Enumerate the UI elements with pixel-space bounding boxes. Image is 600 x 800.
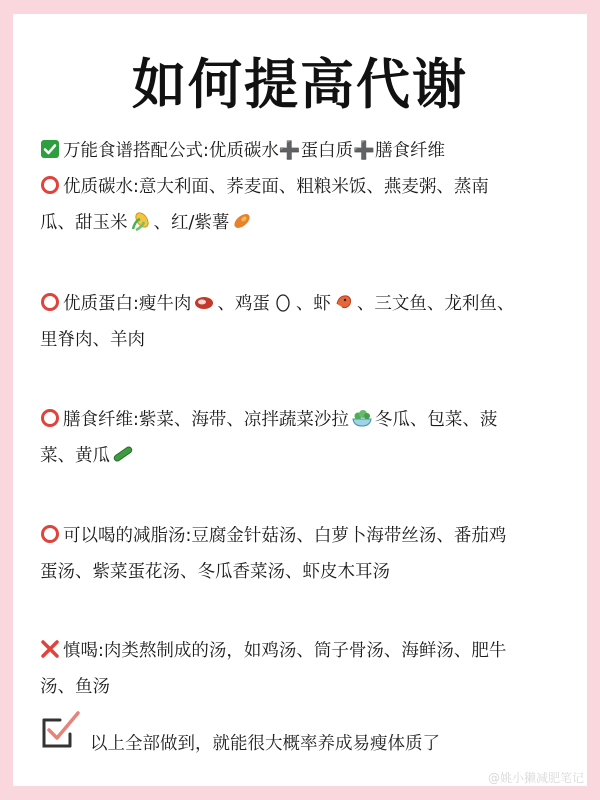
red-cross-icon xyxy=(40,639,60,659)
protein-text-a: 优质蛋白:瘦牛肉 xyxy=(63,294,192,314)
corn-icon xyxy=(130,211,152,231)
soup-line-2: 蛋汤、紫菜蛋花汤、冬瓜香菜汤、虾皮木耳汤 xyxy=(40,562,390,582)
cucumber-icon xyxy=(112,444,134,464)
avoid-line-2: 汤、鱼汤 xyxy=(40,677,110,697)
page-title: 如何提高代谢 xyxy=(132,53,468,116)
footer-text: 以上全部做到，就能很大概率养成易瘦体质了 xyxy=(90,734,440,754)
sweet-potato-icon xyxy=(231,211,253,231)
footer-note xyxy=(40,706,580,756)
avoid-section xyxy=(40,633,560,705)
red-circle-icon xyxy=(40,408,60,428)
protein-text-d: 、三文鱼、龙利鱼、 xyxy=(356,294,515,314)
watermark: @姚小獭减肥笔记 xyxy=(487,771,584,785)
soup-section xyxy=(40,518,560,590)
protein-section xyxy=(40,286,560,358)
avoid-line-1: 慎喝:肉类熬制成的汤，如鸡汤、筒子骨汤、海鲜汤、肥牛 xyxy=(63,641,507,661)
red-circle-icon xyxy=(40,524,60,544)
steak-icon xyxy=(193,292,215,312)
red-circle-icon xyxy=(40,292,60,312)
carbs-section xyxy=(40,169,560,241)
carbs-line-2a: 瓜、甜玉米 xyxy=(40,213,128,233)
shrimp-icon xyxy=(333,292,355,312)
formula-line xyxy=(40,133,560,169)
check-box-icon xyxy=(40,139,60,159)
protein-line-2: 里脊肉、羊肉 xyxy=(40,330,145,350)
formula-text: 万能食谱搭配公式:优质碳水➕蛋白质➕膳食纤维 xyxy=(63,141,445,161)
protein-text-c: 、虾 xyxy=(295,294,331,314)
fiber-section xyxy=(40,402,560,474)
protein-text-b: 、鸡蛋 xyxy=(217,294,270,314)
carbs-line-2b: 、红/紫薯 xyxy=(153,213,230,233)
egg-icon xyxy=(272,292,294,312)
fiber-text-b: 冬瓜、包菜、菠 xyxy=(374,410,498,430)
fiber-text-c: 菜、黄瓜 xyxy=(40,446,110,466)
fiber-text-a: 膳食纤维:紫菜、海带、凉拌蔬菜沙拉 xyxy=(63,410,349,430)
red-circle-icon xyxy=(40,175,60,195)
carbs-line-1: 优质碳水:意大利面、荞麦面、粗粮米饭、燕麦粥、蒸南 xyxy=(63,177,489,197)
soup-line-1: 可以喝的减脂汤:豆腐金针菇汤、白萝卜海带丝汤、番茄鸡 xyxy=(63,526,507,546)
salad-icon xyxy=(351,408,373,428)
checkbox-hand-icon xyxy=(40,710,82,752)
